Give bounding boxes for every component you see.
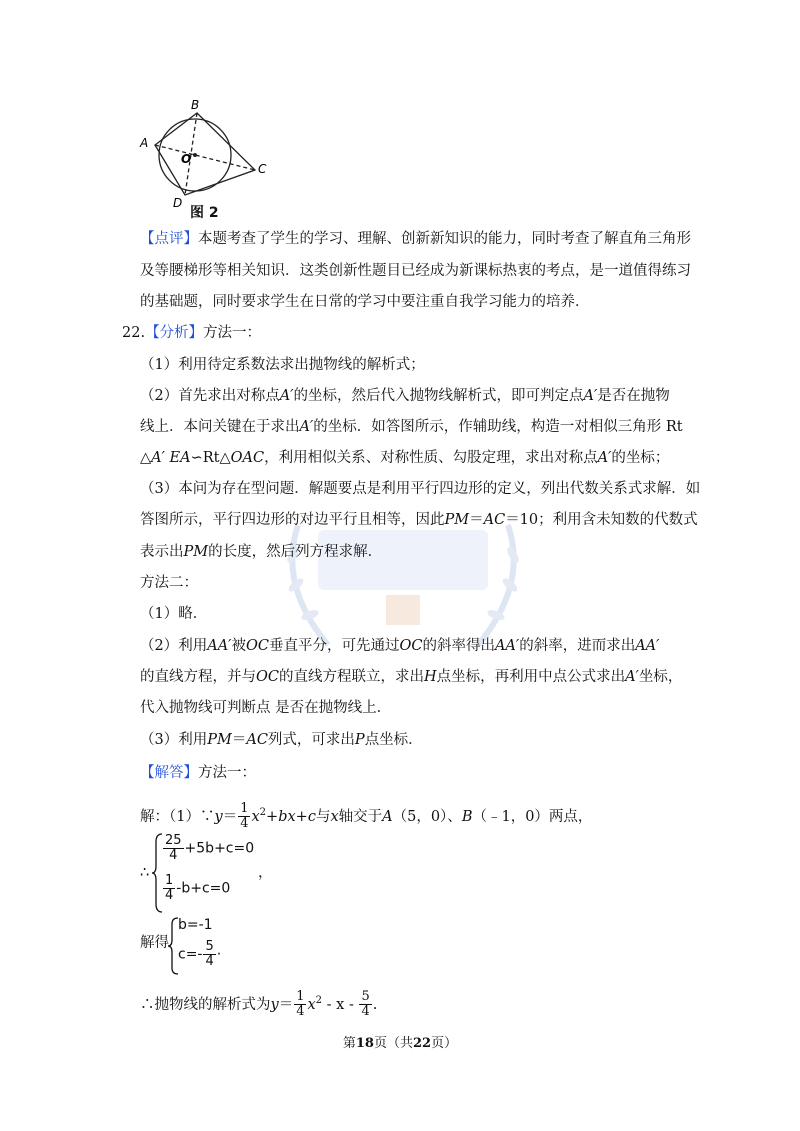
analysis-tag: 【分析】: [145, 325, 204, 341]
solution-line: 解：（1）∵y＝ $\frac{1}{4}$ $x^2+bx+c$与x轴交于A（5，0）、B（﹣1，0）两点，: [140, 801, 593, 832]
label-b: B: [191, 98, 200, 112]
step-2-line-3: △A′ EA∽Rt△OAC，利用相似关系、对称性质、勾股定理，求出对称点A′的坐标；: [140, 450, 670, 466]
solve-label: 解得: [140, 935, 169, 951]
m2-step-3: （3）利用PM＝AC列式，可求出P点坐标．: [140, 732, 423, 748]
step-2-line-2: 线上．本问关键在于求出A′的坐标．如答图所示，作辅助线，构造一对相似三角形 Rt: [140, 419, 683, 435]
diagonal-ac: [155, 145, 255, 170]
center-point: [193, 153, 197, 157]
equation-1: $\frac{25}{4}$ +5b+c=0: [165, 833, 255, 863]
review-line-3: 的基础题，同时要求学生在日常的学习中要注重自我学习能力的培养．: [140, 294, 590, 310]
m2-step-2-line-1: （2）利用AA′被OC垂直平分，可先通过OC的斜率得出AA′的斜率，进而求出AA′: [140, 638, 660, 654]
therefore-symbol: ∴: [140, 865, 150, 881]
m2-step-2-line-2: 的直线方程，并与OC的直线方程联立，求出H点坐标，再利用中点公式求出A′坐标，: [140, 669, 683, 685]
label-d: D: [173, 196, 183, 210]
review-line-2: 及等腰梯形等相关知识．这类创新性题目已经成为新课标热衷的考点，是一道值得练习: [140, 263, 691, 279]
equation-2: $\frac{1}{4}$ -b+c=0: [165, 873, 231, 903]
step-1: （1）利用待定系数法求出抛物线的解析式；: [140, 357, 425, 373]
review-tag: 【点评】: [140, 231, 198, 247]
figure-caption: 图 2: [190, 205, 219, 221]
label-o: O: [181, 152, 192, 166]
page-number: 18: [355, 1036, 374, 1051]
equation-comma: ，: [258, 865, 273, 881]
label-c: C: [258, 162, 267, 176]
trapezoid-outline: [155, 113, 255, 195]
result-b: b=-1: [178, 917, 213, 933]
step-3-line-2: 答图所示，平行四边形的对边平行且相等，因此PM＝AC＝10；利用含未知数的代数式: [140, 512, 698, 528]
m2-step-1: （1）略．: [140, 606, 208, 622]
m2-step-2-line-3: 代入抛物线可判断点 是否在抛物线上．: [140, 700, 392, 716]
step-3-line-1: （3）本问为存在型问题．解题要点是利用平行四边形的定义，列出代数关系式求解．如: [140, 481, 701, 497]
fraction-quarter: $\frac{1}{4}$: [240, 801, 249, 832]
method-2-heading: 方法二：: [140, 575, 198, 591]
answer-tag: 【解答】: [140, 765, 198, 781]
result-c: c=- $\frac{5}{4}$ ·: [178, 939, 222, 969]
label-a: A: [140, 136, 149, 150]
step-2-line-1: （2）首先求出对称点A′的坐标，然后代入抛物线解析式，即可判定点A′是否在抛物: [140, 388, 670, 404]
answer-heading: 【解答】方法一：: [140, 765, 256, 781]
q22-heading: 22.【分析】方法一：: [122, 325, 262, 341]
step-3-line-3: 表示出PM的长度，然后列方程求解．: [140, 544, 383, 560]
final-answer: ∴抛物线的解析式为y＝ $\frac{1}{4}$ $x^2$ - x - $\frac{5}{4}$ .: [140, 989, 378, 1020]
review-line-1: 【点评】本题考查了学生的学习、理解、创新新知识的能力，同时考查了解直角三角形: [140, 231, 691, 247]
page-total: 22: [413, 1036, 432, 1051]
page-footer: 第18页（共22页）: [342, 1036, 458, 1051]
